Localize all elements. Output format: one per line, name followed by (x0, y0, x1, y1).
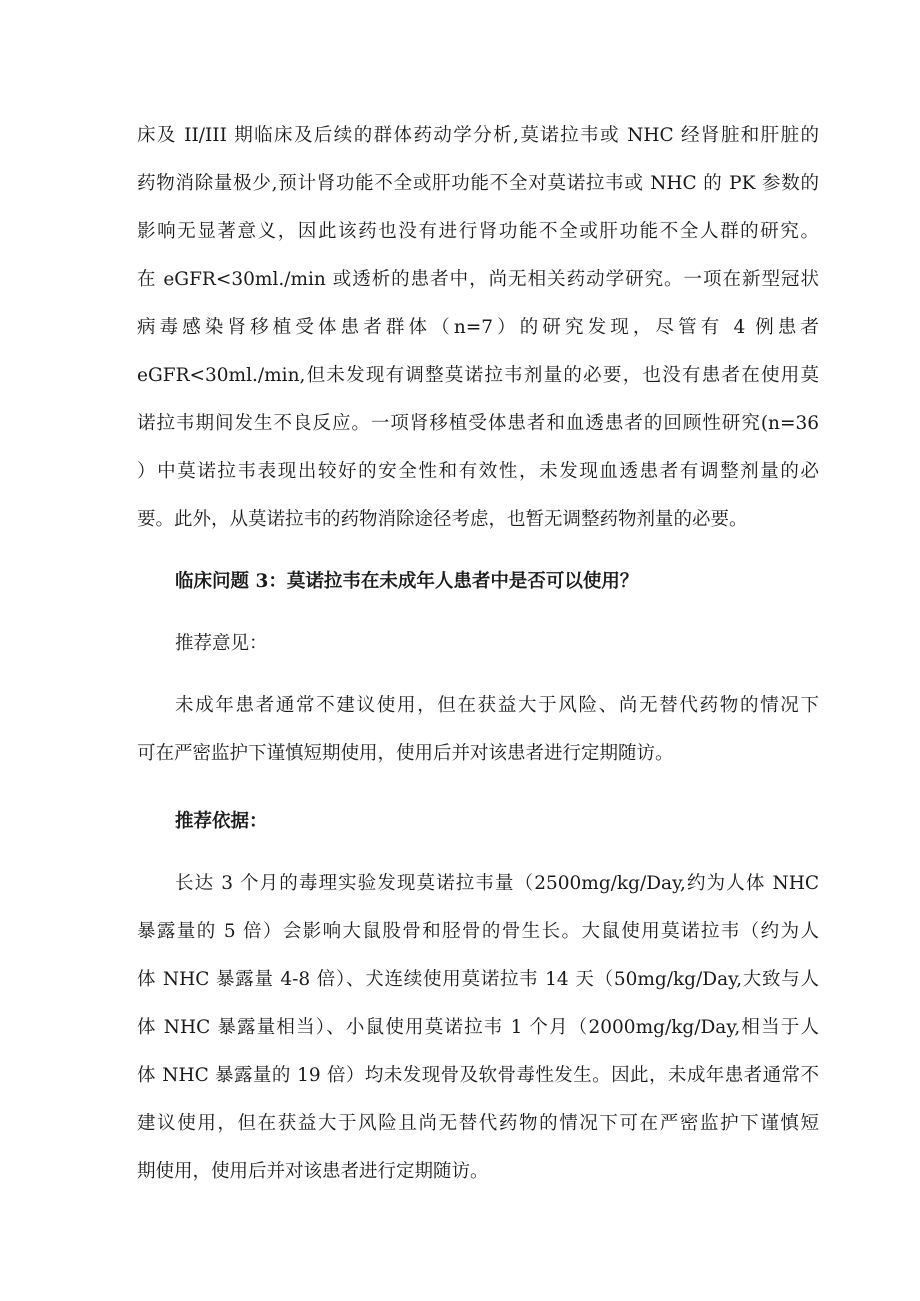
paragraph-line: 影响无显著意义，因此该药也没有进行肾功能不全或肝功能不全人群的研究。 (137, 221, 819, 242)
paragraph-line: 要。此外，从莫诺拉韦的药物消除途径考虑，也暂无调整药物剂量的必要。 (137, 509, 748, 530)
paragraph-line: 诺拉韦期间发生不良反应。一项肾移植受体患者和血透患者的回顾性研究(n=36 (137, 413, 819, 434)
recommendation-text (137, 682, 819, 778)
paragraph-renal-hepatic (137, 112, 819, 544)
basis-text (137, 860, 819, 1196)
basis-label: 推荐依据： (175, 811, 268, 832)
paragraph-line: 体 NHC 暴露量相当）、小鼠使用莫诺拉韦 1 个月（2000mg/kg/Day,相当于人 (137, 1017, 819, 1038)
paragraph-line: 体 NHC 暴露量的 19 倍）均未发现骨及软骨毒性发生。因此，未成年患者通常不 (137, 1065, 819, 1086)
paragraph-line: 可在严密监护下谨慎短期使用，使用后并对该患者进行定期随访。 (137, 743, 674, 764)
paragraph-line: 长达 3 个月的毒理实验发现莫诺拉韦量（2500mg/kg/Day,约为人体 NHC (175, 873, 819, 894)
document-body (137, 112, 819, 1196)
paragraph-line: 体 NHC 暴露量 4-8 倍）、犬连续使用莫诺拉韦 14 天（50mg/kg/Day,大致与人 (137, 969, 819, 990)
paragraph-line: 病毒感染肾移植受体患者群体（n=7）的研究发现，尽管有 4 例患者 (137, 317, 819, 338)
recommendation-label: 推荐意见： (175, 633, 268, 654)
paragraph-line: 在 eGFR<30ml./min 或透析的患者中，尚无相关药动学研究。一项在新型冠状 (137, 269, 819, 290)
paragraph-line: 床及 II/III 期临床及后续的群体药动学分析,莫诺拉韦或 NHC 经肾脏和肝脏的 (137, 125, 819, 146)
paragraph-line: 建议使用，但在获益大于风险且尚无替代药物的情况下可在严密监护下谨慎短 (137, 1113, 819, 1134)
paragraph-line: 未成年患者通常不建议使用，但在获益大于风险、尚无替代药物的情况下 (175, 695, 819, 716)
paragraph-line: 暴露量的 5 倍）会影响大鼠股骨和胫骨的骨生长。大鼠使用莫诺拉韦（约为人 (137, 921, 819, 942)
paragraph-line: ）中莫诺拉韦表现出较好的安全性和有效性，未发现血透患者有调整剂量的必 (137, 461, 819, 482)
paragraph-line: 药物消除量极少,预计肾功能不全或肝功能不全对莫诺拉韦或 NHC 的 PK 参数的 (137, 173, 819, 194)
paragraph-line: 期使用，使用后并对该患者进行定期随访。 (137, 1161, 489, 1182)
paragraph-line: eGFR<30ml./min,但未发现有调整莫诺拉韦剂量的必要，也没有患者在使用莫 (137, 365, 819, 386)
clinical-question-heading: 临床问题 3：莫诺拉韦在未成年人患者中是否可以使用？ (175, 571, 639, 592)
